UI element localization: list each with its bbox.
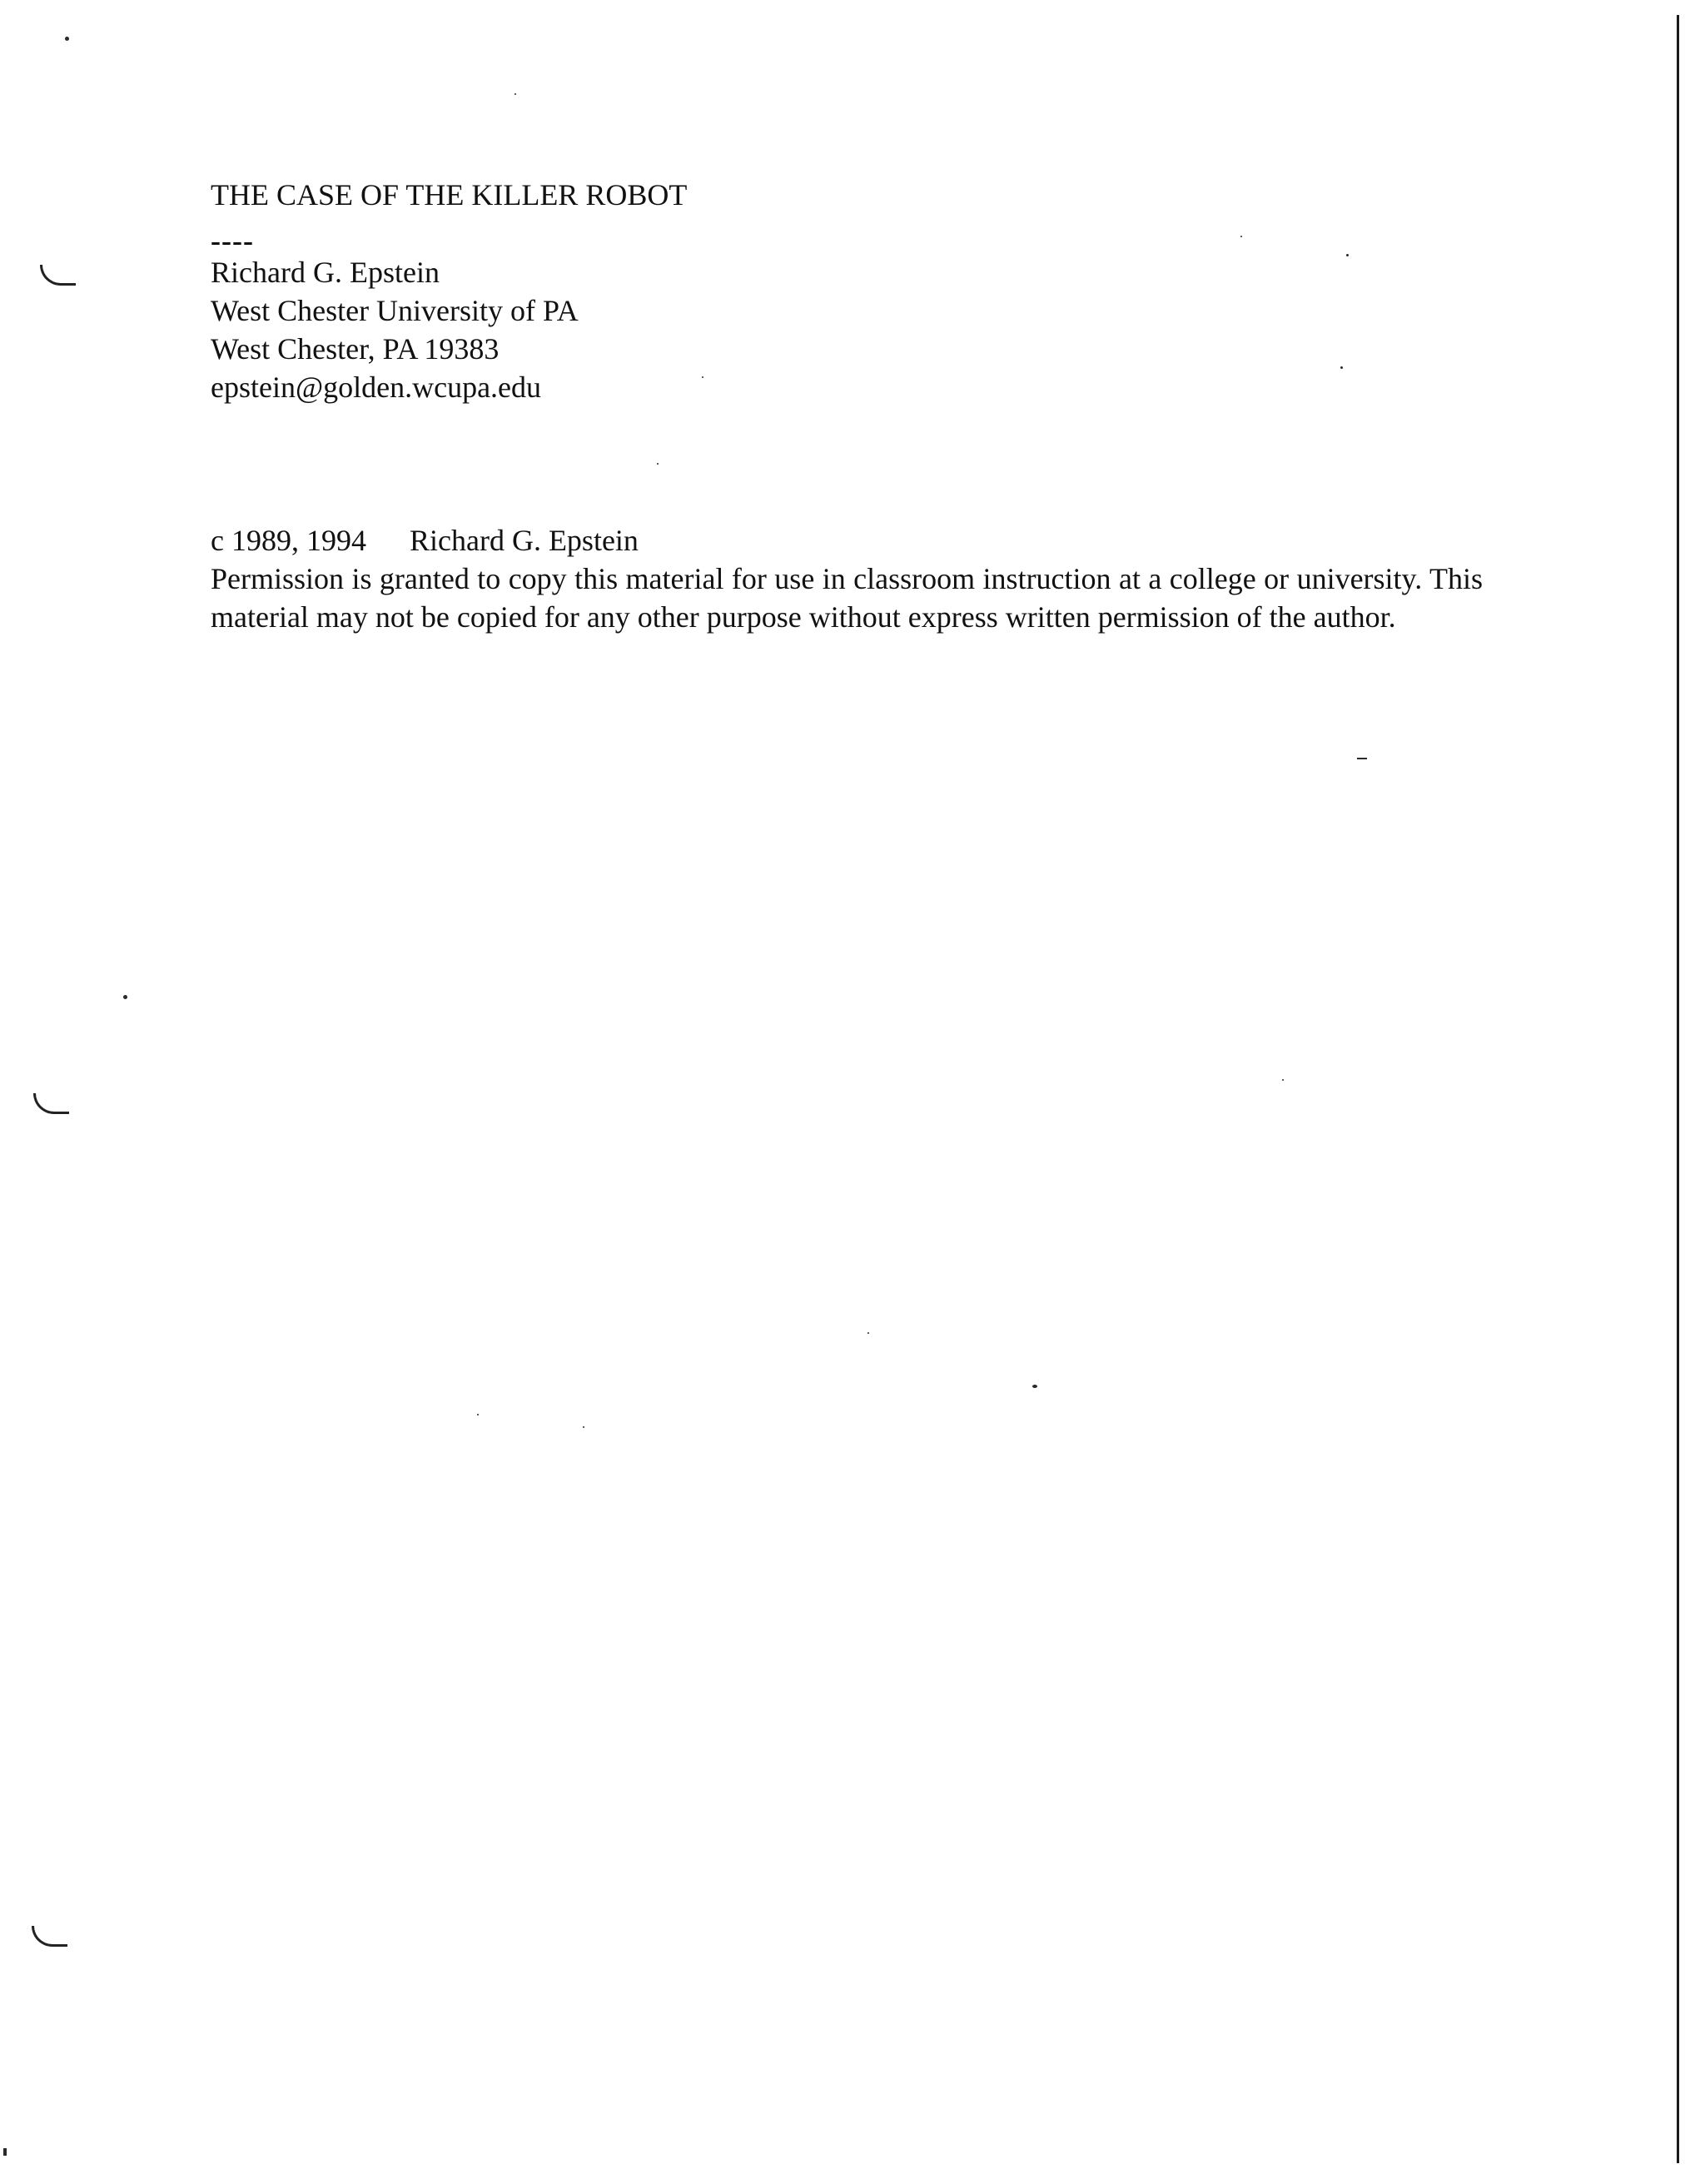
scan-speck bbox=[583, 1426, 584, 1428]
scan-speck bbox=[1240, 236, 1242, 237]
copyright-line bbox=[211, 521, 639, 560]
punch-hole-mark bbox=[32, 1926, 67, 1947]
scan-speck bbox=[3, 2148, 7, 2156]
scan-speck bbox=[477, 1414, 479, 1415]
scan-speck bbox=[867, 1332, 869, 1334]
scan-speck bbox=[1032, 1385, 1037, 1388]
punch-hole-mark bbox=[33, 1093, 69, 1114]
scan-speck bbox=[1340, 366, 1343, 369]
author-name: Richard G. Epstein bbox=[211, 256, 440, 289]
punch-hole-mark bbox=[40, 265, 76, 286]
author-affiliation: West Chester University of PA bbox=[211, 294, 579, 327]
author-email: epstein@golden.wcupa.edu bbox=[211, 371, 542, 404]
scan-speck bbox=[657, 463, 659, 465]
copyright-prefix: c bbox=[211, 524, 224, 557]
scan-speck bbox=[702, 376, 703, 378]
document-title: THE CASE OF THE KILLER ROBOT bbox=[211, 178, 688, 211]
permission-statement: Permission is granted to copy this material for use in classroom instruction at a college or university. This material may not be copied for any other purpose without express written permission of the author. bbox=[211, 562, 1483, 634]
author-block bbox=[211, 253, 579, 406]
scan-speck bbox=[1346, 254, 1349, 256]
title-separator: ---- bbox=[211, 224, 254, 257]
copyright-years: 1989, 1994 bbox=[231, 524, 366, 557]
author-address: West Chester, PA 19383 bbox=[211, 332, 500, 366]
scan-speck bbox=[123, 995, 127, 999]
scan-speck bbox=[1357, 758, 1367, 759]
scan-speck bbox=[1282, 1079, 1284, 1081]
scan-speck bbox=[514, 93, 516, 95]
copyright-holder: Richard G. Epstein bbox=[409, 524, 639, 557]
page-edge-line bbox=[1677, 15, 1679, 2163]
scan-speck bbox=[65, 37, 69, 41]
